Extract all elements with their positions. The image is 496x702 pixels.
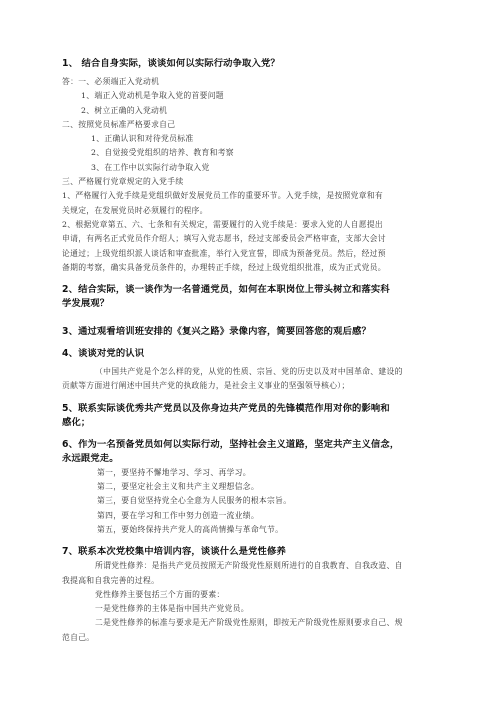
answer-line: 1、端正入党动机是争取入党的首要问题 bbox=[81, 91, 224, 101]
answer-line: 二、按照党员标准严格要求自己 bbox=[62, 119, 176, 129]
answer-line: 所谓党性修养：是指共产党员按照无产阶级党性原则所进行的自我教育、自我改造、自 bbox=[95, 561, 403, 571]
answer-line: 一是党性修养的主体是指中国共产党党员。 bbox=[95, 604, 249, 614]
answer-line: 2、树立正确的入党动机 bbox=[81, 105, 168, 115]
answer-line: 第一，要坚持不懈地学习、学习、再学习。 bbox=[97, 467, 251, 477]
answer-line: 我提高和自我完善的过程。 bbox=[62, 575, 160, 585]
answer-line: （中国共产党是个怎么样的党，从党的性质、宗旨、党的历史以及对中国革命、建设的 bbox=[95, 367, 403, 377]
question-6-heading-cont: 永远跟党走。 bbox=[62, 452, 119, 464]
answer-line: 备期的考察，确实具备党员条件的，办理转正手续，经过上级党组织批准，成为正式党员。 bbox=[62, 262, 386, 272]
answer-line: 3、在工作中以实际行动争取入党 bbox=[91, 162, 210, 172]
answer-line: 论通过；上级党组织派人谈话和审查批准，举行入党宣誓，即成为预备党员。然后，经过预 bbox=[62, 248, 386, 258]
answer-line: 二是党性修养的标准与要求是无产阶级党性原则，即按无产阶级党性原则要求自己、规 bbox=[95, 618, 403, 628]
question-5-heading-cont: 感化； bbox=[62, 416, 91, 428]
answer-line: 关规定，在发展党员时必须履行的程序。 bbox=[62, 205, 208, 215]
question-3-heading: 3、通过观看培训班安排的《复兴之路》录像内容，简要回答您的观后感？ bbox=[62, 326, 371, 338]
question-7-heading: 7、联系本次党校集中培训内容，谈谈什么是党性修养 bbox=[62, 546, 286, 558]
question-2-heading-cont: 学发展观？ bbox=[62, 298, 110, 310]
question-5-heading: 5、联系实际谈优秀共产党员以及你身边共产党员的先锋模范作用对你的影响和 bbox=[62, 402, 390, 414]
answer-line: 范自己。 bbox=[62, 632, 95, 642]
answer-line: 第五，要始终保持共产党人的高尚情操与革命气节。 bbox=[97, 524, 284, 534]
answer-line: 党性修养主要包括三个方面的要素： bbox=[95, 589, 225, 599]
answer-line: 申请，有两名正式党员作介绍人；填写入党志愿书，经过支部委员会严格审查，支部大会讨 bbox=[62, 234, 386, 244]
question-2-heading: 2、结合实际，谈一谈作为一名普通党员，如何在本职岗位上带头树立和落实科 bbox=[62, 284, 390, 296]
answer-line: 贡献等方面进行阐述中国共产党的执政能力，是社会主义事业的坚强领导核心）； bbox=[62, 381, 350, 391]
answer-line: 1、正确认识和对待党员标准 bbox=[91, 134, 194, 144]
answer-line: 三、严格履行党章规定的入党手续 bbox=[62, 177, 184, 187]
answer-line: 答：一、必须端正入党动机 bbox=[62, 77, 160, 86]
document-body bbox=[62, 57, 434, 645]
answer-line: 1、严格履行入党手续是党组织做好发展党员工作的重要环节。入党手续，是按照党章和有 bbox=[62, 191, 384, 201]
answer-line: 2、根据党章第五、六、七条和有关规定，需要履行的入党手续是：要求入党的人自愿提出 bbox=[62, 219, 384, 229]
question-4-heading: 4、谈谈对党的认识 bbox=[62, 348, 145, 360]
answer-line: 第二，要坚定社会主义和共产主义理想信念。 bbox=[97, 482, 259, 492]
question-1-heading: 1、 结合自身实际，谈谈如何以实际行动争取入党？ bbox=[62, 58, 280, 69]
answer-line: 2、自觉接受党组织的培养、教育和考察 bbox=[91, 148, 234, 158]
answer-line: 第三，要自觉坚持党全心全意为人民服务的根本宗旨。 bbox=[97, 496, 292, 506]
answer-line: 第四，要在学习和工作中努力创造一流业绩。 bbox=[97, 510, 259, 520]
question-6-heading: 6、作为一名预备党员如何以实际行动，坚持社会主义道路，坚定共产主义信念， bbox=[62, 438, 400, 450]
